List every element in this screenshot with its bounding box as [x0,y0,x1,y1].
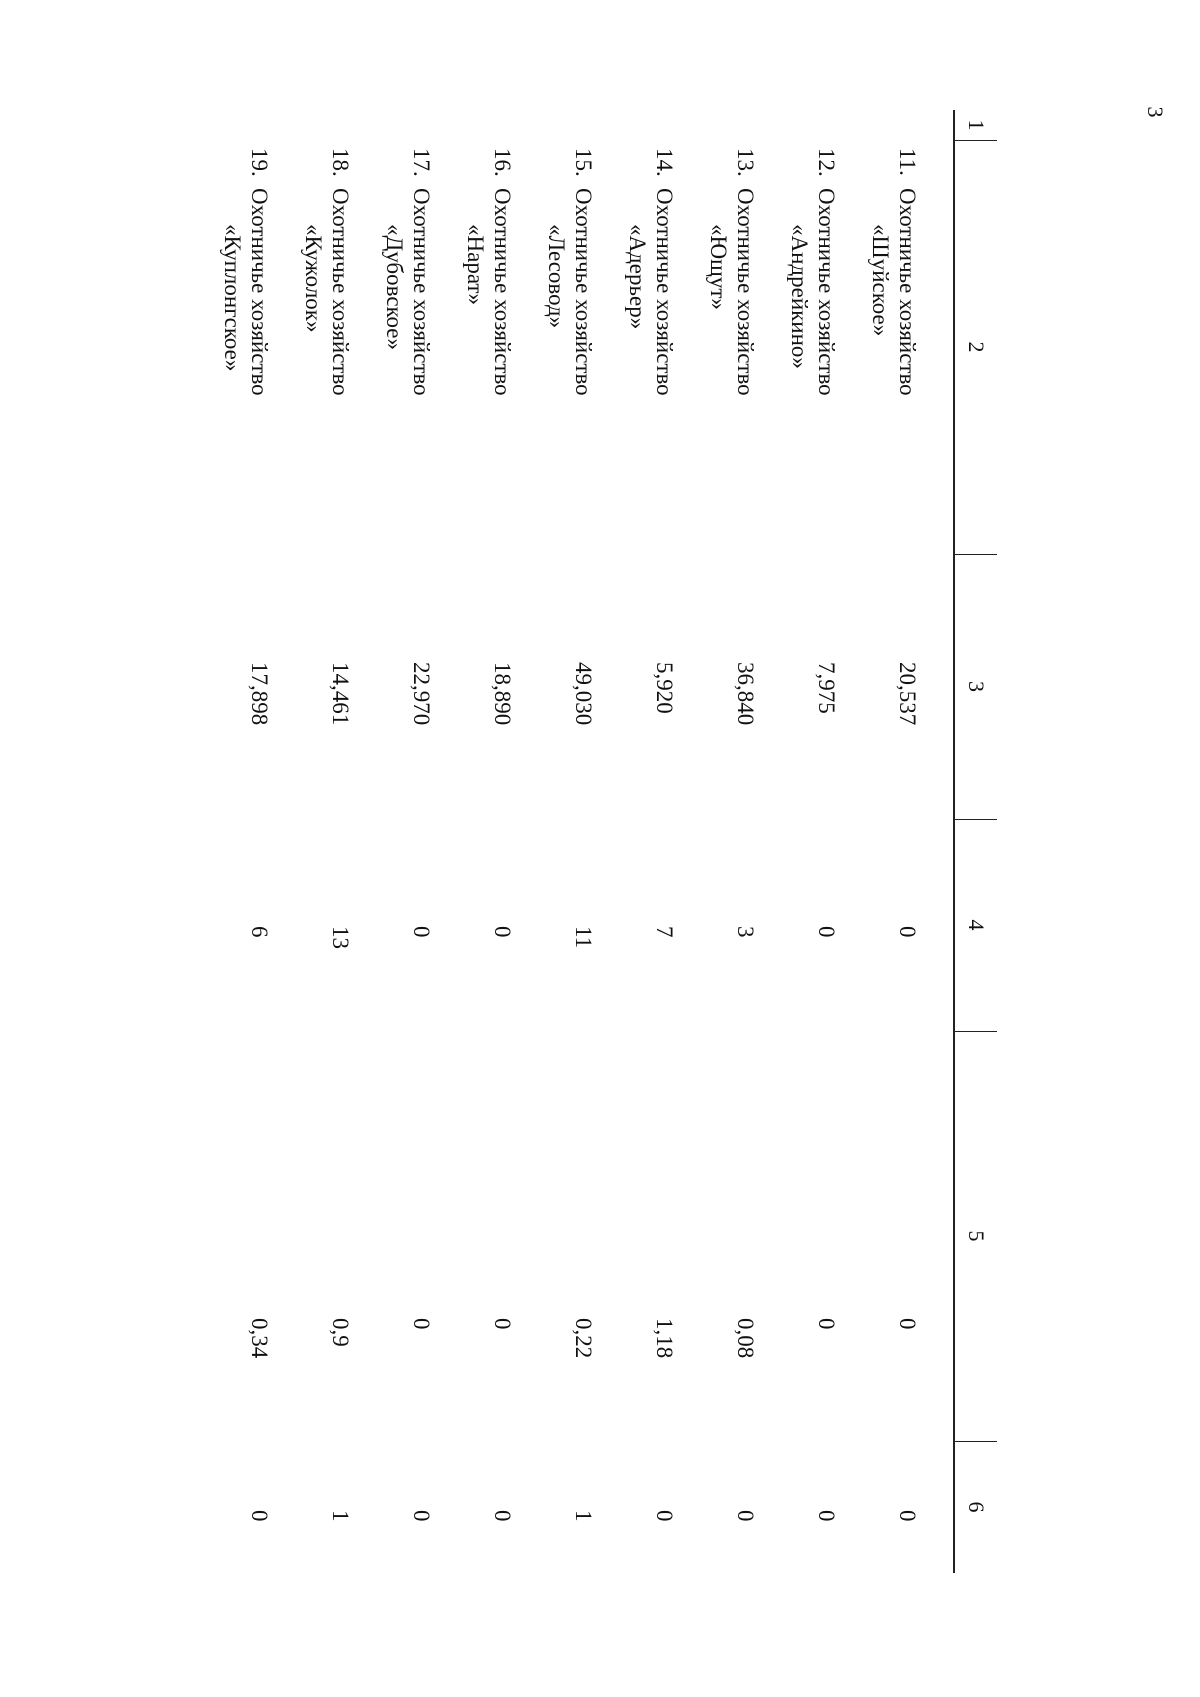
cell-col-3: 20,537 [895,662,920,726]
cell-col-6: 0 [733,1510,758,1522]
row-number: 17. [409,148,434,177]
cell-col-3: 22,970 [409,662,434,726]
name-line-1: Охотничье хозяйство [490,188,515,396]
table-row [535,110,615,1573]
name-line-1: Охотничье хозяйство [409,188,434,396]
table-row [616,110,696,1573]
table-row [859,110,939,1573]
cell-col-3: 14,461 [328,662,353,726]
cell-col-5: 1,18 [652,1318,677,1359]
cell-col-4: 0 [895,926,920,938]
name-line-2: «Адерьер» [625,224,650,330]
cell-col-4: 3 [733,926,758,938]
header-col-4: 4 [964,919,989,931]
cell-col-4: 7 [652,926,677,938]
name-line-1: Охотничье хозяйство [571,188,596,396]
hunting-farm-name [462,188,516,488]
row-number: 19. [247,148,272,177]
header-col-1: 1 [964,119,989,131]
cell-col-6: 0 [247,1510,272,1522]
table-row [454,110,534,1573]
row-number: 14. [652,148,677,177]
name-line-2: «Ющут» [706,224,731,310]
hunting-farm-name [624,188,678,488]
table-row [292,110,372,1573]
name-line-1: Охотничье хозяйство [733,188,758,396]
name-line-2: «Дубовское» [382,224,407,351]
cell-col-5: 0,08 [733,1318,758,1359]
header-col-3: 3 [964,681,989,692]
cell-col-5: 0,34 [247,1318,272,1359]
cell-col-5: 0,9 [328,1318,353,1347]
row-number: 16. [490,148,515,177]
cell-col-5: 0 [409,1318,434,1330]
table-row [373,110,453,1573]
name-line-2: «Шуйское» [868,224,893,337]
hunting-farm-name [219,188,273,488]
hunting-farm-name [705,188,759,488]
table-row [778,110,858,1573]
cell-col-6: 1 [328,1510,353,1522]
header-col-2: 2 [964,341,989,353]
cell-col-6: 0 [895,1510,920,1522]
cell-col-3: 7,975 [814,662,839,714]
hunting-farm-name [300,188,354,488]
name-line-2: «Андрейкино» [787,224,812,369]
name-line-2: «Лесовод» [544,224,569,329]
hunting-farm-name [381,188,435,488]
row-number: 13. [733,148,758,177]
name-line-1: Охотничье хозяйство [247,188,272,396]
cell-col-4: 0 [409,926,434,938]
header-col-6: 6 [964,1501,989,1513]
cell-col-4: 13 [328,926,353,949]
cell-col-5: 0 [814,1318,839,1330]
name-line-2: «Нарат» [463,224,488,305]
table-header-row [953,110,997,1573]
cell-col-6: 0 [490,1510,515,1522]
cell-col-4: 11 [571,926,596,949]
cell-col-5: 0,22 [571,1318,596,1359]
name-line-2: «Кужолок» [301,224,326,333]
row-number: 11. [895,148,920,176]
cell-col-5: 0 [490,1318,515,1330]
cell-col-3: 17,898 [247,662,272,726]
table-row [211,110,291,1573]
cell-col-6: 0 [409,1510,434,1522]
cell-col-4: 0 [490,926,515,938]
data-table [197,110,997,1573]
table-row [697,110,777,1573]
cell-col-6: 0 [652,1510,677,1522]
cell-col-3: 18,890 [490,662,515,726]
cell-col-3: 49,030 [571,662,596,726]
cell-col-3: 5,920 [652,662,677,714]
name-line-1: Охотничье хозяйство [328,188,353,396]
name-line-1: Охотничье хозяйство [895,188,920,396]
name-line-1: Охотничье хозяйство [652,188,677,396]
row-number: 18. [328,148,353,177]
cell-col-4: 6 [247,926,272,938]
cell-col-6: 1 [571,1510,596,1522]
hunting-farm-name [786,188,840,488]
cell-col-4: 0 [814,926,839,938]
hunting-farm-name [867,188,921,488]
hunting-farm-name [543,188,597,488]
cell-col-6: 0 [814,1510,839,1522]
cell-col-5: 0 [895,1318,920,1330]
name-line-1: Охотничье хозяйство [814,188,839,396]
row-number: 12. [814,148,839,177]
header-col-5: 5 [964,1230,989,1242]
name-line-2: «Куплонгское» [220,224,245,372]
row-number: 15. [571,148,596,177]
cell-col-3: 36,840 [733,662,758,726]
page-number: 3 [1143,106,1168,118]
